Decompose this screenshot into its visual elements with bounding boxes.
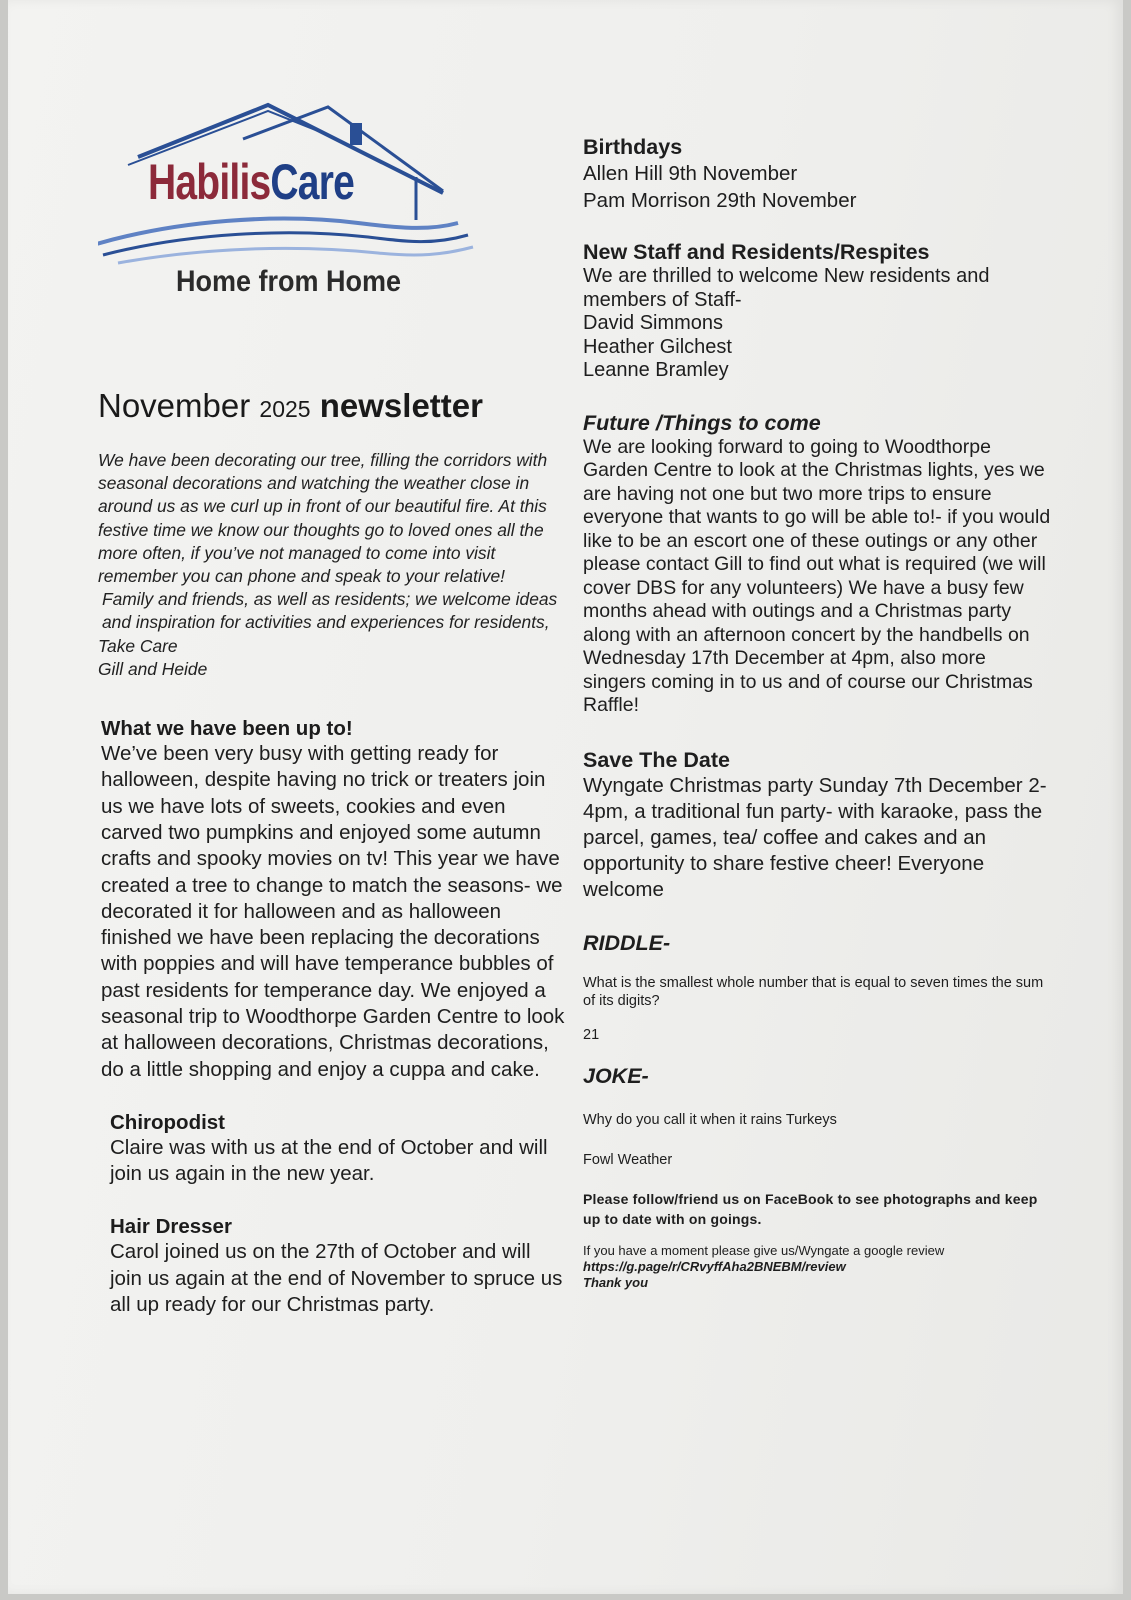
section-body: We’ve been very busy with getting ready for halloween, despite having no trick or treaters join us we have lots of sweets, cookies and even carved two pumpkins and enjoyed some autumn crafts and spooky movies on tv! This year we have created a tree to change to match the seasons- we decorated it for halloween and as halloween finished we have been replacing the decorations with poppies and will have temperance bubbles of past residents for temperance day. We enjoyed a seasonal trip to Woodthorpe Garden Centre to look at halloween decorations, Christmas decorations, do a little shopping and enjoy a cuppa and cake. bbox=[101, 742, 565, 1081]
section-heading: Birthdays bbox=[583, 135, 683, 159]
section-future bbox=[583, 411, 1053, 718]
staff-name: David Simmons bbox=[583, 312, 724, 334]
review-text: If you have a moment please give us/Wyngate a google review bbox=[583, 1242, 945, 1258]
section-birthdays bbox=[583, 135, 1053, 214]
left-column bbox=[98, 95, 568, 1318]
review-note bbox=[583, 1243, 1053, 1291]
section-body: Wyngate Christmas party Sunday 7th December 2-4pm, a traditional fun party- with karaoke, pass the parcel, games, tea/ coffee and cakes and an opportunity to share festive cheer! Everyone welcome bbox=[583, 773, 1047, 901]
section-chiropodist bbox=[98, 1111, 568, 1188]
section-heading: Hair Dresser bbox=[110, 1215, 232, 1239]
review-link[interactable]: https://g.page/r/CRvyffAha2BNEBM/review bbox=[583, 1258, 846, 1274]
section-heading: New Staff and Residents/Respites bbox=[583, 240, 930, 264]
intro-paragraph: We have been decorating our tree, filling the corridors with seasonal decorations and watching the weather close in around us as we curl up in front of our beautiful fire. At this festive time we know our thoughts go to loved ones all the more often, if you’ve not managed to come into visit remember you can phone and speak to your relative! bbox=[98, 450, 548, 587]
section-up-to bbox=[98, 717, 568, 1083]
section-new-staff bbox=[583, 240, 1053, 383]
section-heading: What we have been up to! bbox=[101, 717, 353, 741]
section-save-the-date bbox=[583, 748, 1053, 903]
logo-tagline: Home from Home bbox=[176, 265, 402, 298]
section-hair-dresser bbox=[98, 1215, 568, 1318]
section-heading: RIDDLE- bbox=[583, 930, 671, 955]
intro-signature: Gill and Heide bbox=[98, 658, 208, 679]
section-heading: Future /Things to come bbox=[583, 410, 821, 435]
newsletter-page bbox=[8, 0, 1123, 1594]
section-body: We are thrilled to welcome New residents and members of Staff- bbox=[583, 265, 990, 311]
riddle-answer: 21 bbox=[583, 1026, 600, 1043]
section-joke bbox=[583, 1064, 1053, 1169]
intro-message bbox=[98, 449, 568, 681]
birthday-item: Allen Hill 9th November bbox=[583, 162, 798, 185]
habilis-care-logo bbox=[98, 95, 478, 305]
section-body: Carol joined us on the 27th of October and will join us again at the end of November to spruce us all up ready for our Christmas party. bbox=[110, 1240, 563, 1317]
section-riddle bbox=[583, 931, 1053, 1044]
joke-answer: Fowl Weather bbox=[583, 1151, 673, 1168]
joke-question: Why do you call it when it rains Turkeys bbox=[583, 1111, 837, 1128]
section-body: We are looking forward to going to Woodthorpe Garden Centre to look at the Christmas lights, yes we are having not one but two more trips to ensure everyone that wants to go will be able to!- if you would like to be an escort one of these outings or any other please contact Gill to find out what is required (we will cover DBS for any volunteers) We have a busy few months ahead with outings and a Christmas party along with an afternoon concert by the handbells on Wednesday 17th December at 4pm, also more singers coming in to us and of course our Christmas Raffle! bbox=[583, 435, 1051, 716]
review-thanks: Thank you bbox=[583, 1274, 649, 1290]
section-heading: Save The Date bbox=[583, 747, 730, 772]
right-column bbox=[583, 135, 1053, 1291]
riddle-question: What is the smallest whole number that is equal to seven times the sum of its digits? bbox=[583, 974, 1044, 1009]
section-body: Claire was with us at the end of October and will join us again in the new year. bbox=[110, 1135, 548, 1186]
newsletter-title: November 2025 newsletter bbox=[98, 387, 483, 424]
birthday-item: Pam Morrison 29th November bbox=[583, 189, 857, 212]
section-heading: Chiropodist bbox=[110, 1110, 226, 1134]
section-heading: JOKE- bbox=[583, 1063, 649, 1088]
intro-signoff: Take Care bbox=[98, 635, 178, 656]
facebook-note: Please follow/friend us on FaceBook to see photographs and keep up to date with on goings. bbox=[583, 1190, 1038, 1227]
staff-name: Heather Gilchest bbox=[583, 335, 732, 358]
intro-paragraph: Family and friends, as well as residents; we welcome ideas and inspiration for activities and experiences for residents, bbox=[102, 589, 558, 633]
staff-name: Leanne Bramley bbox=[583, 359, 729, 381]
logo-brand-text: HabilisCare bbox=[148, 154, 355, 210]
